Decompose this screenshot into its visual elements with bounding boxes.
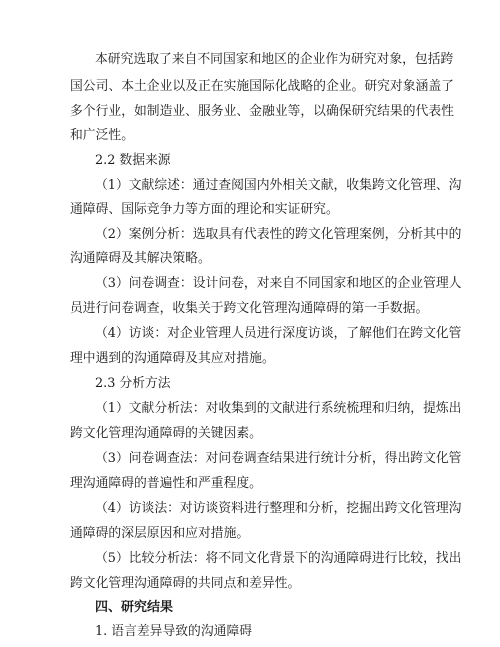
text-line: （1）文献分析法：对收集到的文献进行系统梳理和归纳，提炼出 (95, 401, 462, 416)
text-line: 多个行业，如制造业、服务业、金融业等，以确保研究结果的代表性 (70, 104, 454, 119)
text-line: （4）访谈法：对访谈资料进行整理和分析，挖掘出跨文化管理沟 (95, 501, 462, 516)
text-line: （2）案例分析：选取具有代表性的跨文化管理案例，分析其中的 (95, 227, 462, 242)
text-line: （3）问卷调查法：对问卷调查结果进行统计分析，得出跨文化管 (95, 451, 462, 466)
text-line: 本研究选取了来自不同国家和地区的企业作为研究对象，包括跨 (95, 52, 454, 67)
chapter-heading: 四、研究结果 (95, 600, 174, 615)
text-line: 理中遇到的沟通障碍及其应对措施。 (70, 351, 275, 366)
text-line: （5）比较分析法：将不同文化背景下的沟通障碍进行比较，找出 (95, 551, 462, 566)
section-heading: 2.3 分析方法 (95, 376, 171, 391)
text-line: 理沟通障碍的普遍性和严重程度。 (70, 476, 262, 491)
text-line: 沟通障碍及其解决策略。 (70, 251, 211, 266)
text-line: 和广泛性。 (70, 128, 134, 143)
text-line: 跨文化管理沟通障碍的共同点和差异性。 (70, 576, 301, 591)
text-line: （4）访谈：对企业管理人员进行深度访谈，了解他们在跨文化管 (95, 326, 462, 341)
text-line: 国公司、本土企业以及正在实施国际化战略的企业。研究对象涵盖了 (70, 79, 454, 94)
text-line: （3）问卷调查：设计问卷，对来自不同国家和地区的企业管理人 (95, 276, 462, 291)
section-heading: 2.2 数据来源 (95, 153, 171, 168)
text-line: 通障碍、国际竞争力等方面的理论和实证研究。 (70, 202, 339, 217)
text-line: 通障碍的深层原因和应对措施。 (70, 526, 250, 541)
subsection-heading: 1. 语言差异导致的沟通障碍 (95, 624, 253, 639)
text-line: 员进行问卷调查，收集关于跨文化管理沟通障碍的第一手数据。 (70, 301, 429, 316)
text-line: 跨文化管理沟通障碍的关键因素。 (70, 426, 262, 441)
text-line: （1）文献综述：通过查阅国内外相关文献，收集跨文化管理、沟 (95, 178, 462, 193)
